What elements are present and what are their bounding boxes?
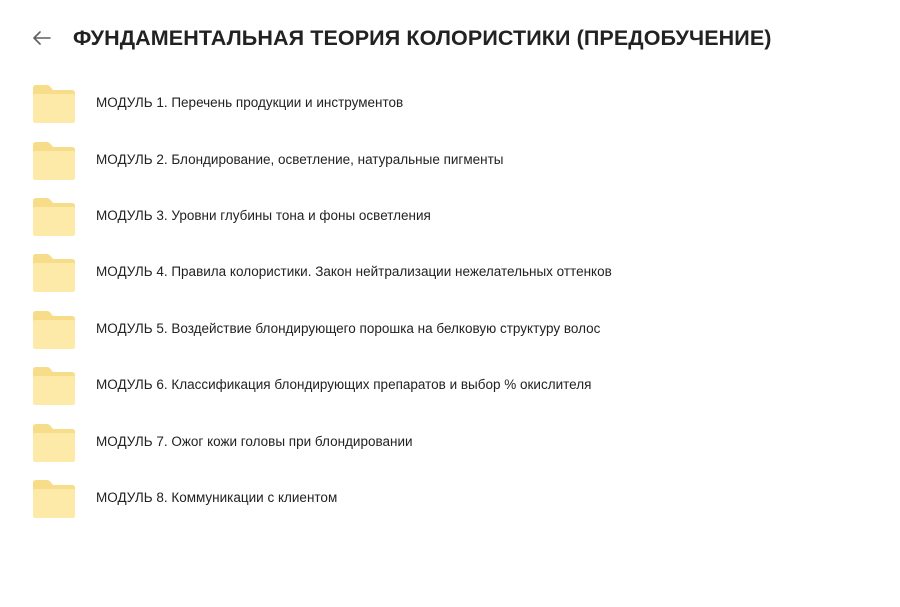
- folder-list: [30, 76, 870, 527]
- folder-label: МОДУЛЬ 6. Классификация блондирующих препаратов и выбор % окислителя: [96, 377, 592, 393]
- folder-label: МОДУЛЬ 1. Перечень продукции и инструментов: [96, 95, 404, 111]
- folder-label: МОДУЛЬ 8. Коммуникации с клиентом: [96, 489, 338, 505]
- folder-item-4[interactable]: [30, 245, 870, 301]
- folder-item-6[interactable]: [30, 358, 870, 414]
- folder-item-5[interactable]: [30, 302, 870, 358]
- page-title: ФУНДАМЕНТАЛЬНАЯ ТЕОРИЯ КОЛОРИСТИКИ (ПРЕДОБУЧЕНИЕ): [73, 25, 772, 50]
- folder-label: МОДУЛЬ 7. Ожог кожи головы при блондировании: [96, 433, 413, 449]
- folder-item-8[interactable]: [30, 471, 870, 527]
- folder-icon: [30, 477, 78, 521]
- folder-item-3[interactable]: [30, 189, 870, 245]
- folder-label: МОДУЛЬ 2. Блондирование, осветление, натуральные пигменты: [96, 151, 504, 167]
- folder-item-7[interactable]: [30, 414, 870, 470]
- folder-label: МОДУЛЬ 5. Воздействие блондирующего порошка на белковую структуру волос: [96, 320, 601, 336]
- folder-label: МОДУЛЬ 3. Уровни глубины тона и фоны осветления: [96, 207, 431, 223]
- folder-icon: [30, 195, 78, 239]
- folder-icon: [30, 308, 78, 352]
- folder-item-1[interactable]: [30, 76, 870, 132]
- folder-icon: [30, 251, 78, 295]
- arrow-left-icon: [33, 31, 51, 45]
- back-button[interactable]: [33, 24, 61, 52]
- page-header: [33, 20, 772, 56]
- folder-item-2[interactable]: [30, 132, 870, 188]
- folder-label: МОДУЛЬ 4. Правила колористики. Закон нейтрализации нежелательных оттенков: [96, 264, 612, 280]
- folder-icon: [30, 421, 78, 465]
- folder-icon: [30, 82, 78, 126]
- folder-icon: [30, 139, 78, 183]
- folder-icon: [30, 364, 78, 408]
